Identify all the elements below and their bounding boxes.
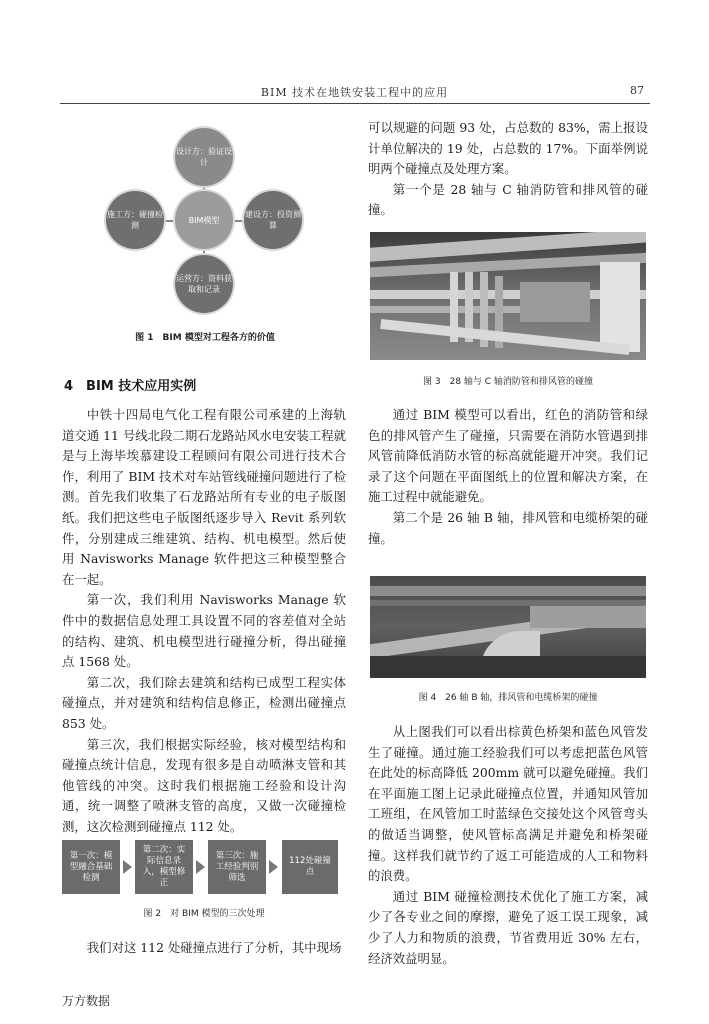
left-paragraph-5: 我们对这 112 处碰撞点进行了分析，其中现场 xyxy=(86,940,342,955)
flow-arrow-icon xyxy=(196,860,205,874)
flow-step-1: 第一次：模型融合基础检测 xyxy=(62,840,120,894)
right-paragraph-5: 从上图我们可以看出棕黄色桥架和蓝色风管发生了碰撞。通过施工经验我们可以考虑把蓝色风管在此处的标高降低 200mm 就可以避免碰撞。我们在平面施工图上记录此碰撞点位置，并通知风管加工班组，在风管加工时蓝绿色交接处这个风管弯头的做适当调整，使风管标高满足并避免和桥架碰撞。这样我们就节约了返工可能造成的人工和物料的浪费。 xyxy=(368,724,648,884)
left-paragraph-2: 第一次，我们利用 Navisworks Manage 软件中的数据信息处理工具设置不同的容差值对全站的结构、建筑、机电模型进行碰撞分析，得出碰撞点 1568 处。 xyxy=(62,592,346,670)
figure1-diagram xyxy=(60,110,350,325)
flow-arrow-icon xyxy=(123,860,132,874)
figure3-caption: 图 3 28 轴与 C 轴消防管和排风管的碰撞 xyxy=(423,377,593,387)
node-designer: 设计方：验证设计 xyxy=(175,128,233,186)
page-number: 87 xyxy=(630,84,644,97)
figure1-caption: 图 1 BIM 模型对工程各方的价值 xyxy=(135,333,275,343)
node-owner: 建设方：投资测算 xyxy=(244,191,302,249)
right-paragraph-6: 通过 BIM 碰撞检测技术优化了施工方案，减少了各专业之间的摩擦，避免了返工误工现象，减少了人力和物质的浪费，节省费用近 30% 左右，经济效益明显。 xyxy=(368,888,648,966)
right-paragraph-4: 第二个是 26 轴 B 轴，排风管和电缆桥架的碰撞。 xyxy=(368,509,648,546)
right-paragraph-2: 第一个是 28 轴与 C 轴消防管和排风管的碰撞。 xyxy=(368,181,648,218)
node-constructor: 施工方：碰撞检测 xyxy=(106,191,164,249)
header-rule xyxy=(60,103,650,104)
right-paragraph-1: 可以规避的问题 93 处，占总数的 83%，需上报设计单位解决的 19 处，占总数的 17%。下面举例说明两个碰撞点及处理方案。 xyxy=(368,120,648,177)
right-column-middle xyxy=(368,405,648,549)
figure4-image xyxy=(370,576,646,678)
right-column-top xyxy=(368,118,648,221)
left-column xyxy=(62,405,346,837)
figure3-image xyxy=(370,232,646,360)
running-header: BIM 技术在地铁安装工程中的应用 xyxy=(260,86,449,99)
figure2-flow xyxy=(62,840,346,894)
left-column-tail xyxy=(62,938,346,959)
node-bim-model: BIM模型 xyxy=(175,191,233,249)
node-operator: 运营方：资料获取和记录 xyxy=(175,255,233,313)
right-column-bottom xyxy=(368,722,648,969)
section-heading: 4 BIM 技术应用实例 xyxy=(64,379,197,394)
left-paragraph-4: 第三次，我们根据实际经验，核对模型结构和碰撞点统计信息，发现有很多是自动喷淋支管和其他管线的冲突。这时我们根据施工经验和设计沟通，统一调整了喷淋支管的高度，又做一次碰撞检测，这次检测到碰撞点 112 处。 xyxy=(62,736,346,834)
flow-step-3: 第三次：施工经验判别筛选 xyxy=(208,840,266,894)
flow-step-4: 112处碰撞点 xyxy=(282,840,338,894)
flow-step-2: 第二次：实际信息录入，模型修正 xyxy=(135,840,193,894)
left-paragraph-1: 中铁十四局电气化工程有限公司承建的上海轨道交通 11 号线北段二期石龙路站风水电安装工程就是与上海毕埃慕建设工程顾问有限公司进行技术合作，利用了 BIM 技术对车站管线碰撞问题进行了检测。首先我们收集了石龙路站所有专业的电子版图纸。我们把这些电子版图纸逐步导入 Revit 系列软件，分别建成三维建筑、结构、机电模型。然后使用 Navisworks Manage 软件把这三种模型整合在一起。 xyxy=(62,407,346,587)
left-paragraph-3: 第二次，我们除去建筑和结构已成型工程实体碰撞点，并对建筑和结构信息修正，检测出碰撞点 853 处。 xyxy=(62,674,346,731)
flow-arrow-icon xyxy=(269,860,278,874)
footer-watermark: 万方数据 xyxy=(62,994,111,1008)
right-paragraph-3: 通过 BIM 模型可以看出，红色的消防管和绿色的排风管产生了碰撞，只需要在消防水管遇到排风管前降低消防水管的标高就能避开冲突。我们记录了这个问题在平面图纸上的位置和解决方案，在施工过程中就能避免。 xyxy=(368,407,648,505)
figure4-caption: 图 4 26 轴 B 轴，排风管和电缆桥架的碰撞 xyxy=(418,693,598,703)
figure2-caption: 图 2 对 BIM 模型的三次处理 xyxy=(143,909,265,919)
